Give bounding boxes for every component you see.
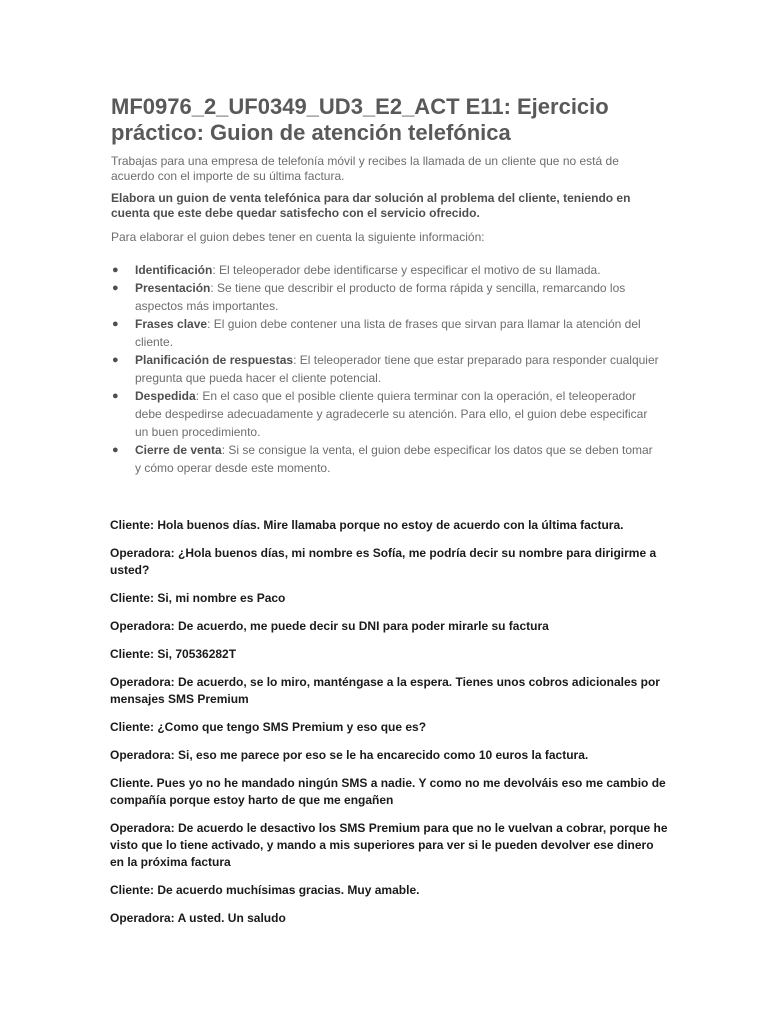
list-item [111,441,661,477]
dialog-section [110,517,670,938]
list-item-text: : El guion debe contener una lista de frases que sirvan para llamar la atención del cliente. [135,317,641,349]
list-item [111,315,661,351]
task-paragraph: Elabora un guion de venta telefónica para dar solución al problema del cliente, teniendo en cuenta que este debe quedar satisfecho con el servicio ofrecido. [111,191,631,220]
dialog-line: Cliente. Pues yo no he mandado ningún SMS a nadie. Y como no me devolváis eso me cambio de compañía porque estoy harto de que me engañen [110,776,666,807]
bullet-icon: ● [112,264,119,276]
dialog-line: Operadora: De acuerdo le desactivo los SMS Premium para que no le vuelvan a cobrar, porque he visto que lo tiene activado, y mando a mis superiores para ver si le pueden devolver ese dinero en la próxima factura [110,821,668,869]
bullet-icon: ● [112,354,119,366]
bullet-list [111,261,661,477]
list-item-term: Presentación [135,281,211,295]
exercise-section [111,94,661,477]
list-item-term: Frases clave [135,317,208,331]
list-item [111,387,661,441]
list-item-text: : El teleoperador debe identificarse y especificar el motivo de su llamada. [212,263,601,277]
bullet-icon: ● [112,282,119,294]
dialog-line: Cliente: ¿Como que tengo SMS Premium y eso que es? [110,720,427,734]
list-item-term: Despedida [135,389,196,403]
intro-paragraph: Trabajas para una empresa de telefonía móvil y recibes la llamada de un cliente que no está de acuerdo con el importe de su última factura. [111,154,619,183]
list-item-term: Identificación [135,263,213,277]
info-paragraph: Para elaborar el guion debes tener en cuenta la siguiente información: [111,230,485,244]
list-item-term: Cierre de venta [135,443,222,457]
dialog-line: Cliente: Hola buenos días. Mire llamaba porque no estoy de acuerdo con la última factura. [110,518,624,532]
bullet-icon: ● [112,318,119,330]
dialog-line: Cliente: Si, 70536282T [110,647,237,661]
list-item [111,279,661,315]
list-item [111,351,661,387]
dialog-line: Operadora: ¿Hola buenos días, mi nombre es Sofía, me podría decir su nombre para dirigirme a usted? [110,546,657,577]
list-item-text: : El teleoperador tiene que estar preparado para responder cualquier pregunta que pueda hacer el cliente potencial. [135,353,659,385]
list-item-term: Planificación de respuestas [135,353,294,367]
bullet-icon: ● [112,390,119,402]
bullet-icon: ● [112,444,119,456]
list-item [111,261,661,279]
dialog-line: Operadora: A usted. Un saludo [110,911,286,925]
page-title: MF0976_2_UF0349_UD3_E2_ACT E11: Ejercicio práctico: Guion de atención telefónica [111,94,609,145]
dialog-line: Operadora: Si, eso me parece por eso se le ha encarecido como 10 euros la factura. [110,748,589,762]
dialog-line: Operadora: De acuerdo, se lo miro, manténgase a la espera. Tienes unos cobros adicionales por mensajes SMS Premium [110,675,660,706]
dialog-line: Cliente: Si, mi nombre es Paco [110,591,286,605]
list-item-text: : Se tiene que describir el producto de forma rápida y sencilla, remarcando los aspectos más importantes. [135,281,626,313]
list-item-text: : En el caso que el posible cliente quiera terminar con la operación, el teleoperador debe despedirse adecuadamente y agradecerle su atención. Para ello, el guion debe especificar un buen procedimiento. [135,389,648,439]
list-item-text: : Si se consigue la venta, el guion debe especificar los datos que se deben tomar y cómo operar desde este momento. [135,443,653,475]
dialog-line: Cliente: De acuerdo muchísimas gracias. Muy amable. [110,883,420,897]
dialog-line: Operadora: De acuerdo, me puede decir su DNI para poder mirarle su factura [110,619,549,633]
